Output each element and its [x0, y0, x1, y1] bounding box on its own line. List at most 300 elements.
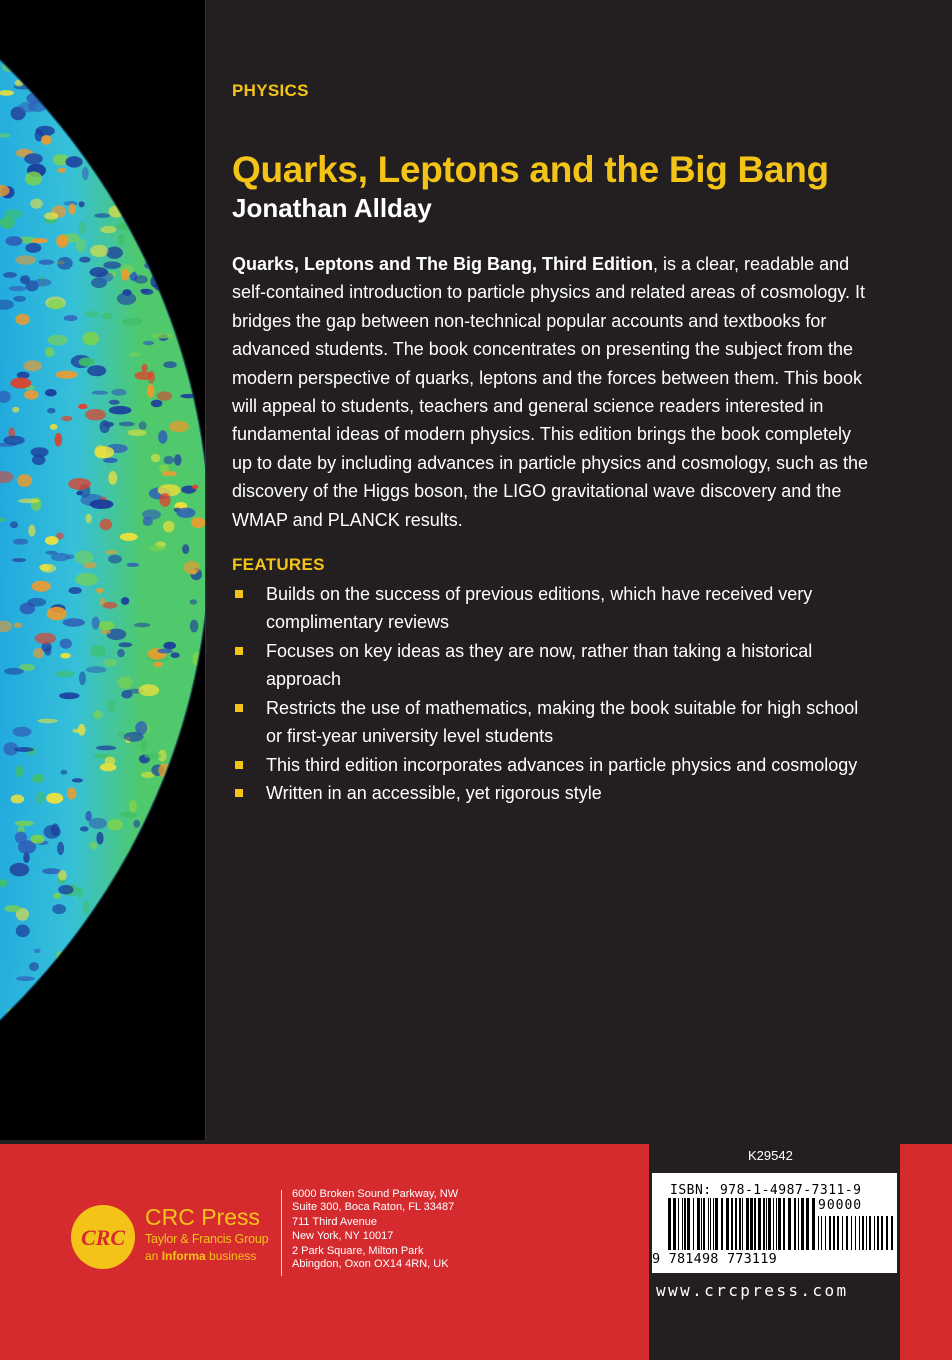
feature-item: [232, 580, 872, 637]
barcode-bar: [721, 1198, 723, 1250]
features-heading: FEATURES: [232, 555, 325, 575]
cmb-texture-spot: [105, 550, 117, 554]
square-bullet-icon: [235, 761, 243, 769]
cmb-texture-spot: [36, 792, 45, 804]
cmb-texture-spot: [184, 561, 200, 575]
cmb-texture-spot: [50, 424, 58, 430]
cmb-texture-spot: [59, 692, 80, 699]
category-label: PHYSICS: [232, 81, 309, 100]
cmb-texture-spot: [103, 422, 114, 427]
cmb-texture-spot: [118, 234, 125, 245]
feature-item: [232, 779, 872, 807]
publisher-informa: [145, 1247, 268, 1265]
barcode-bar: [668, 1198, 671, 1250]
cmb-texture-spot: [17, 474, 32, 487]
cmb-texture-spot: [23, 360, 42, 371]
features-list: [232, 580, 872, 807]
cmb-texture-spot: [93, 710, 102, 719]
cmb-texture-spot: [24, 153, 43, 164]
cmb-texture-spot: [61, 416, 72, 421]
cmb-texture-spot: [56, 235, 68, 248]
publisher-brand: [145, 1203, 268, 1265]
cmb-texture-spot: [108, 700, 115, 712]
cmb-texture-spot: [45, 347, 54, 357]
cmb-texture-spot: [69, 204, 76, 215]
barcode-bar: [855, 1216, 856, 1250]
feature-item: [232, 694, 872, 751]
barcode-bar: [726, 1198, 729, 1250]
address-abingdon: [292, 1245, 458, 1271]
barcode-bar: [773, 1198, 774, 1250]
cmb-texture-spot: [61, 770, 68, 775]
cmb-texture-spot: [5, 236, 22, 246]
cmb-texture-spot: [190, 599, 197, 604]
cmb-texture-spot: [121, 597, 129, 605]
cmb-texture-spot: [80, 826, 89, 831]
feature-text: Builds on the success of previous editions, which have received very complimentary reviews: [266, 584, 813, 633]
book-title: Quarks, Leptons and the Big Bang: [232, 149, 829, 190]
cmb-texture-spot: [58, 870, 67, 881]
cmb-texture-spot: [67, 788, 77, 800]
barcode-bar: [715, 1198, 718, 1250]
cmb-texture-spot: [192, 485, 199, 489]
cmb-texture-spot: [174, 454, 182, 465]
address-line: New York, NY 10017: [292, 1229, 394, 1242]
cmb-texture-spot: [118, 676, 133, 689]
cmb-texture-spot: [16, 925, 30, 938]
barcode-bar: [713, 1198, 714, 1250]
cmb-texture-spot: [13, 296, 26, 302]
cmb-texture-spot: [141, 364, 147, 372]
cmb-texture-spot: [11, 795, 25, 804]
cmb-texture-spot: [89, 818, 107, 829]
cmb-texture-spot: [87, 365, 106, 376]
cmb-texture-spot: [100, 226, 116, 233]
informa-name: Informa: [161, 1249, 206, 1263]
cmb-texture-spot: [47, 607, 67, 621]
cmb-texture-spot: [117, 649, 125, 657]
cmb-texture-spot: [28, 525, 35, 537]
cmb-texture-spot: [72, 778, 83, 782]
barcode-bar: [812, 1198, 815, 1250]
cmb-texture-spot: [23, 852, 30, 863]
barcode-bar: [701, 1198, 702, 1250]
cmb-texture-spot: [144, 753, 161, 759]
cmb-texture-spot: [18, 499, 39, 504]
cmb-texture-spot: [16, 976, 34, 981]
cmb-texture-spot: [133, 820, 140, 828]
cmb-texture-spot: [29, 962, 39, 971]
cmb-texture-spot: [4, 905, 21, 912]
cmb-texture-spot: [150, 545, 166, 551]
cmb-texture-spot: [96, 746, 116, 751]
cmb-texture-spot: [24, 390, 39, 400]
cmb-texture-spot: [75, 573, 97, 586]
barcode-bar: [742, 1198, 743, 1250]
cmb-texture-spot: [100, 519, 112, 530]
barcode-bar: [783, 1198, 785, 1250]
cmb-texture-spot: [32, 774, 44, 783]
cmb-texture-spot: [94, 445, 106, 458]
cmb-texture-spot: [140, 740, 147, 752]
cmb-texture-spot: [45, 536, 59, 545]
cmb-texture-spot: [117, 292, 136, 305]
cmb-texture-spot: [78, 404, 88, 409]
cmb-texture-spot: [109, 400, 120, 405]
cmb-texture-spot: [176, 508, 195, 518]
cmb-texture-spot: [39, 564, 51, 571]
cmb-texture-spot: [55, 433, 63, 447]
cmb-texture-spot: [129, 352, 140, 357]
publisher-name: CRC Press: [145, 1204, 261, 1230]
cmb-texture-spot: [143, 341, 154, 345]
cmb-texture-spot: [111, 389, 126, 396]
cmb-texture-spot: [15, 832, 27, 844]
cmb-texture-spot: [27, 598, 46, 607]
cmb-texture-spot: [148, 371, 155, 384]
cmb-texture-spot: [108, 471, 117, 485]
cmb-texture-spot: [14, 623, 23, 628]
cmb-texture-spot: [57, 168, 66, 173]
cmb-texture-spot: [190, 620, 198, 633]
cmb-texture-spot: [120, 533, 138, 541]
cmb-texture-spot: [13, 727, 32, 737]
cmb-texture-spot: [39, 260, 54, 265]
feature-item: [232, 637, 872, 694]
barcode-bar: [801, 1198, 804, 1250]
cmb-texture-spot: [32, 455, 46, 465]
square-bullet-icon: [235, 704, 243, 712]
barcode-bar: [750, 1198, 753, 1250]
feature-text: Focuses on key ideas as they are now, rather than taking a historical approach: [266, 640, 813, 690]
cmb-texture-spot: [47, 335, 67, 346]
cmb-texture-spot: [55, 671, 74, 678]
cmb-texture-spot: [25, 172, 42, 186]
barcode-bar: [806, 1198, 809, 1250]
barcode-bar: [866, 1216, 867, 1250]
cmb-texture-spot: [109, 406, 132, 415]
cmb-texture-spot: [10, 521, 18, 528]
author-name: Jonathan Allday: [232, 193, 432, 223]
cmb-texture-spot: [90, 245, 108, 257]
cmb-texture-spot: [14, 747, 34, 752]
cmb-texture-spot: [3, 436, 24, 445]
cmb-texture-spot: [147, 384, 154, 397]
barcode-bar: [851, 1216, 852, 1250]
cmb-texture-spot: [3, 272, 17, 278]
cmb-texture-spot: [85, 811, 91, 821]
barcode-bar: [798, 1198, 799, 1250]
cmb-texture-spot: [79, 222, 86, 236]
barcode-bar: [833, 1216, 835, 1250]
cmb-texture-spot: [171, 652, 180, 658]
cmb-texture-spot: [151, 400, 163, 408]
cmb-texture-spot: [13, 539, 28, 545]
address-boca-raton: [292, 1188, 458, 1214]
cmb-texture-spot: [103, 659, 117, 667]
cmb-texture-spot: [134, 623, 151, 627]
cmb-texture-spot: [121, 690, 132, 698]
logo-text: CRC: [80, 1225, 126, 1250]
cmb-texture-spot: [17, 372, 30, 379]
cmb-texture-spot: [141, 289, 153, 295]
cmb-texture-spot: [143, 517, 153, 526]
cmb-texture-spot: [103, 458, 118, 463]
cmb-texture-spot: [46, 793, 63, 804]
cmb-texture-spot: [106, 247, 123, 259]
image-divider: [205, 0, 206, 1140]
cmb-texture-spot: [162, 471, 177, 476]
cmb-texture-spot: [79, 358, 95, 367]
cmb-texture-spot: [30, 835, 44, 844]
cmb-texture-spot: [34, 279, 52, 287]
cmb-texture-spot: [32, 238, 48, 243]
cmb-texture-spot: [32, 581, 51, 592]
cmb-texture-spot: [157, 391, 172, 400]
cmb-texture-spot: [158, 430, 167, 443]
barcode-bar: [778, 1198, 781, 1250]
cmb-texture-spot: [100, 763, 117, 771]
cmb-texture-spot: [15, 314, 30, 325]
barcode-bar: [710, 1198, 711, 1250]
cmb-texture-spot: [159, 493, 170, 507]
isbn-text: ISBN: 978-1-4987-7311-9: [670, 1183, 862, 1198]
cmb-texture-spot: [163, 361, 177, 368]
square-bullet-icon: [235, 590, 243, 598]
cmb-texture-spot: [12, 407, 19, 413]
cmb-texture-spot: [75, 551, 94, 564]
cmb-sky-map-graphic: [0, 0, 205, 1140]
barcode-bar: [825, 1216, 826, 1250]
cmb-texture-spot: [126, 563, 139, 567]
cmb-texture-spot: [92, 617, 100, 630]
cmb-texture-spot: [79, 201, 85, 207]
barcode-bar: [837, 1216, 839, 1250]
cmb-texture-spot: [51, 553, 70, 561]
cmb-texture-spot: [60, 653, 71, 659]
cmb-texture-spot: [64, 315, 78, 321]
barcode-bar: [754, 1198, 756, 1250]
barcode-bar: [768, 1198, 771, 1250]
crc-press-logo-icon: [70, 1204, 136, 1270]
cmb-texture-spot: [128, 429, 147, 436]
cmb-texture-spot: [90, 841, 97, 849]
barcode-bar: [758, 1198, 761, 1250]
cmb-texture-spot: [35, 633, 56, 644]
cmb-texture-spot: [191, 517, 205, 528]
cmb-texture-spot: [79, 671, 86, 685]
cmb-texture-spot: [96, 832, 103, 845]
cmb-texture-spot: [72, 729, 80, 733]
cmb-texture-spot: [124, 732, 144, 742]
cmb-texture-spot: [10, 863, 30, 877]
address-line: 6000 Broken Sound Parkway, NW: [292, 1188, 459, 1200]
feature-text: Restricts the use of mathematics, making the book suitable for high school or first-year university level students: [266, 697, 859, 747]
cmb-texture-spot: [9, 286, 27, 291]
barcode-bar: [735, 1198, 737, 1250]
barcode-bar: [881, 1216, 883, 1250]
cmb-texture-spot: [153, 662, 163, 668]
barcode-bar: [794, 1198, 796, 1250]
cmb-texture-spot: [66, 156, 83, 167]
cmb-texture-spot: [15, 255, 36, 264]
cmb-texture-spot: [82, 332, 99, 346]
cmb-texture-spot: [36, 126, 55, 137]
cmb-texture-spot: [120, 812, 137, 818]
cmb-texture-spot: [82, 167, 89, 180]
cmb-texture-spot: [16, 765, 24, 777]
barcode-bar: [687, 1198, 690, 1250]
cmb-texture-spot: [0, 216, 15, 228]
barcode-bar: [818, 1216, 819, 1250]
cmb-texture-spot: [118, 642, 132, 647]
cmb-texture-spot: [58, 885, 73, 895]
cmb-texture-spot: [77, 888, 84, 899]
address-line: Abingdon, Oxon OX14 4RN, UK: [292, 1258, 449, 1271]
cmb-texture-spot: [96, 588, 103, 593]
cmb-texture-spot: [92, 391, 109, 395]
price-code: 90000: [818, 1198, 863, 1213]
barcode-bar: [739, 1198, 741, 1250]
cmb-texture-spot: [44, 212, 58, 220]
barcode-bar: [846, 1216, 848, 1250]
description-body: , is a clear, readable and self-contained introduction to particle physics and related areas of cosmology. It bridges the gap between non-technical popular accounts and textbooks for advanced students. The book concentrates on presenting the subject from the modern perspective of quarks, leptons and the forces between them. This book will appeal to students, teachers and general science readers interested in fundamental ideas of modern physics. This edition brings the book completely up to date by including advances in particle physics and cosmology, such as the discovery of the Higgs boson, the LIGO gravitational wave discovery and the WMAP and PLANCK results.: [232, 254, 869, 530]
cmb-texture-spot: [90, 267, 109, 277]
barcode-bar: [708, 1198, 709, 1250]
cmb-texture-spot: [164, 456, 174, 464]
barcode-bar: [829, 1216, 831, 1250]
cmb-texture-spot: [139, 421, 147, 429]
cmb-texture-spot: [51, 823, 60, 836]
feature-text: This third edition incorporates advances in particle physics and cosmology: [266, 754, 858, 775]
cmb-texture-spot: [83, 900, 89, 914]
cmb-sky-map-image: [0, 0, 205, 1140]
address-line: 2 Park Square, Milton Park: [292, 1244, 424, 1257]
address-divider: [281, 1190, 282, 1276]
barcode-bar: [673, 1198, 676, 1250]
square-bullet-icon: [235, 647, 243, 655]
cmb-texture-spot: [54, 893, 61, 899]
barcode-bar: [891, 1216, 893, 1250]
cmb-texture-spot: [30, 199, 43, 209]
cmb-texture-spot: [138, 684, 159, 696]
informa-suffix: business: [205, 1249, 257, 1263]
barcode-bar: [684, 1198, 686, 1250]
informa-prefix: an: [145, 1249, 162, 1263]
cmb-texture-spot: [119, 422, 135, 427]
cmb-texture-spot: [122, 318, 142, 326]
barcode-bar: [703, 1198, 705, 1250]
address-new-york: [292, 1216, 458, 1242]
cmb-texture-spot: [108, 819, 123, 830]
barcode-bar: [859, 1216, 860, 1250]
cmb-texture-spot: [12, 558, 26, 562]
publisher-addresses: [292, 1188, 458, 1273]
barcode-bar: [869, 1216, 871, 1250]
cmb-texture-spot: [90, 645, 106, 657]
cmb-texture-spot: [79, 257, 90, 263]
cmb-texture-spot: [47, 408, 55, 414]
cmb-texture-spot: [182, 544, 189, 554]
cmb-texture-spot: [129, 800, 137, 813]
cmb-texture-spot: [90, 499, 114, 509]
cmb-texture-spot: [85, 311, 98, 317]
cmb-texture-spot: [41, 135, 51, 145]
cmb-texture-spot: [52, 904, 66, 914]
barcode-bar: [697, 1198, 700, 1250]
cmb-texture-spot: [62, 618, 84, 626]
cmb-texture-spot: [45, 389, 57, 396]
barcode-bar: [693, 1198, 694, 1250]
feature-text: Written in an accessible, yet rigorous style: [266, 782, 602, 803]
barcode-digits: 9 781498 773119: [652, 1251, 777, 1267]
cmb-texture-spot: [121, 269, 130, 281]
cmb-texture-spot: [34, 949, 41, 953]
barcode-bar: [682, 1198, 683, 1250]
cmb-texture-spot: [103, 261, 121, 269]
cmb-texture-spot: [157, 649, 172, 654]
barcode-bar: [862, 1216, 864, 1250]
barcode-bar: [746, 1198, 749, 1250]
cmb-texture-spot: [134, 275, 148, 283]
cmb-texture-spot: [69, 587, 82, 594]
barcode-bar: [842, 1216, 843, 1250]
description-lead: Quarks, Leptons and The Big Bang, Third Edition: [232, 254, 654, 274]
book-description: [232, 250, 872, 534]
cmb-texture-spot: [163, 642, 176, 650]
cmb-texture-spot: [108, 555, 122, 564]
barcode-bar: [874, 1216, 875, 1250]
cmb-texture-spot: [85, 409, 106, 420]
cmb-texture-spot: [37, 719, 58, 724]
cmb-texture-spot: [151, 454, 161, 463]
cmb-texture-spot: [60, 639, 72, 649]
cmb-texture-spot: [4, 668, 24, 675]
barcode-bar: [731, 1198, 733, 1250]
barcode-bar: [821, 1216, 822, 1250]
barcode-bar: [788, 1198, 791, 1250]
cmb-texture-spot: [169, 421, 189, 433]
back-cover-text: [232, 78, 872, 807]
barcode-bar: [877, 1216, 879, 1250]
cmb-texture-spot: [94, 213, 110, 218]
barcode-bar: [776, 1198, 777, 1250]
barcode-bar: [763, 1198, 765, 1250]
square-bullet-icon: [235, 789, 243, 797]
address-line: Suite 300, Boca Raton, FL 33487: [292, 1201, 455, 1214]
barcode-bar: [886, 1216, 888, 1250]
cmb-texture-spot: [56, 371, 78, 379]
barcode-bar: [678, 1198, 679, 1250]
cmb-texture-spot: [163, 521, 174, 533]
cmb-texture-spot: [86, 666, 107, 673]
cmb-texture-spot: [57, 257, 73, 270]
feature-item: [232, 751, 872, 779]
publisher-website: www.crcpress.com: [656, 1281, 849, 1300]
cmb-texture-spot: [101, 313, 113, 320]
cmb-texture-spot: [25, 243, 41, 253]
cmb-texture-spot: [48, 299, 65, 310]
address-line: 711 Third Avenue: [292, 1216, 378, 1229]
barcode-bar: [766, 1198, 767, 1250]
product-code: K29542: [748, 1148, 793, 1163]
cmb-texture-spot: [158, 484, 181, 496]
cmb-texture-spot: [152, 333, 172, 338]
cmb-texture-spot: [10, 378, 31, 389]
cmb-texture-spot: [68, 478, 91, 490]
cmb-texture-spot: [103, 602, 118, 609]
cmb-texture-spot: [98, 621, 115, 630]
